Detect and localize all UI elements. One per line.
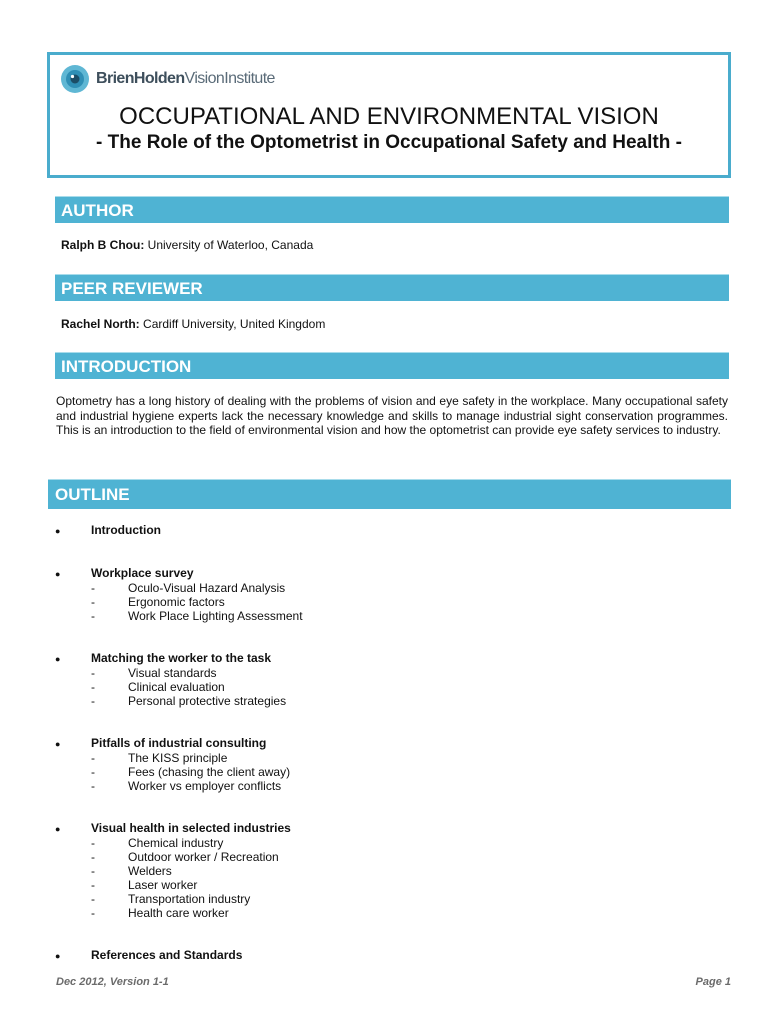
outline-subitem: Work Place Lighting Assessment bbox=[128, 608, 303, 623]
outline-item: Workplace survey bbox=[91, 566, 194, 580]
peer-reviewer-line bbox=[61, 317, 325, 331]
outline-bullet: ● bbox=[55, 526, 61, 536]
outline-subitem-dash: - bbox=[91, 778, 95, 793]
document-header bbox=[47, 52, 731, 178]
outline-subitem: Health care worker bbox=[128, 906, 229, 920]
outline-subitem-dash: - bbox=[91, 764, 95, 779]
introduction-heading: INTRODUCTION bbox=[55, 352, 729, 379]
outline-bullet: ● bbox=[55, 569, 61, 579]
author-name: Ralph B Chou: bbox=[61, 238, 145, 252]
outline-subitem-dash: - bbox=[91, 679, 95, 694]
outline-subitem: Transportation industry bbox=[128, 891, 251, 906]
outline-subitem: Worker vs employer conflicts bbox=[128, 778, 282, 793]
document-title: OCCUPATIONAL AND ENVIRONMENTAL VISION bbox=[119, 103, 659, 130]
outline-subitem: Outdoor worker / Recreation bbox=[128, 849, 279, 864]
document-subtitle: - The Role of the Optometrist in Occupational Safety and Health - bbox=[96, 132, 682, 153]
outline-subitem-dash: - bbox=[91, 863, 95, 878]
outline-subitem-dash: - bbox=[91, 835, 95, 850]
outline-subitem: Chemical industry bbox=[128, 835, 224, 850]
outline-bullet: ● bbox=[55, 951, 61, 961]
outline-subitem-dash: - bbox=[91, 608, 95, 623]
author-heading: AUTHOR bbox=[55, 196, 729, 223]
outline-subitem-dash: - bbox=[91, 849, 95, 864]
outline-item: Matching the worker to the task bbox=[91, 651, 272, 665]
footer-version: Dec 2012, Version 1-1 bbox=[56, 976, 169, 988]
outline-subitem: Oculo-Visual Hazard Analysis bbox=[128, 580, 286, 595]
outline-subitem: Visual standards bbox=[128, 665, 217, 680]
peer-reviewer-affiliation: Cardiff University, United Kingdom bbox=[139, 317, 326, 331]
peer-reviewer-heading: PEER REVIEWER bbox=[55, 274, 729, 301]
peer-reviewer-name: Rachel North: bbox=[61, 317, 140, 331]
outline-subitem-dash: - bbox=[91, 891, 95, 906]
outline-subitem-dash: - bbox=[91, 693, 95, 708]
outline-item: Introduction bbox=[91, 523, 161, 537]
outline-subitem-dash: - bbox=[91, 906, 95, 920]
footer-page-number: Page 1 bbox=[695, 976, 731, 988]
outline-item: References and Standards bbox=[91, 948, 243, 962]
logo-wordmark: BrienHoldenVisionInstitute bbox=[96, 70, 275, 87]
outline-subitem: Ergonomic factors bbox=[128, 594, 225, 609]
institute-logo bbox=[60, 63, 275, 95]
outline-bullet: ● bbox=[55, 739, 61, 749]
outline-heading: OUTLINE bbox=[48, 479, 731, 509]
outline-bullet: ● bbox=[55, 824, 61, 834]
outline-subitem: Clinical evaluation bbox=[128, 679, 225, 694]
author-affiliation: University of Waterloo, Canada bbox=[144, 238, 314, 252]
outline-subitem: Personal protective strategies bbox=[128, 693, 287, 708]
author-line bbox=[61, 238, 313, 252]
outline-subitem: Welders bbox=[128, 863, 172, 878]
outline-subitem-dash: - bbox=[91, 665, 95, 680]
outline-item: Visual health in selected industries bbox=[91, 821, 291, 835]
outline-subitem: The KISS principle bbox=[128, 750, 228, 765]
introduction-text: Optometry has a long history of dealing with the problems of vision and eye safety in the workplace. Many occupational safety and industrial hygiene experts lack the necessary knowledge and skills to manage industrial sight conservation programmes. This is an introduction to the field of environmental vision and how the optometrist can provide eye safety services to industry. bbox=[56, 394, 728, 437]
outline-subitem: Fees (chasing the client away) bbox=[128, 764, 291, 779]
outline-subitem-dash: - bbox=[91, 877, 95, 892]
outline-bullet: ● bbox=[55, 654, 61, 664]
outline-subitem: Laser worker bbox=[128, 877, 198, 892]
eye-logo-icon bbox=[60, 64, 90, 94]
outline-subitem-dash: - bbox=[91, 594, 95, 609]
outline-item: Pitfalls of industrial consulting bbox=[91, 736, 267, 750]
outline-subitem-dash: - bbox=[91, 580, 95, 595]
outline-subitem-dash: - bbox=[91, 750, 95, 765]
